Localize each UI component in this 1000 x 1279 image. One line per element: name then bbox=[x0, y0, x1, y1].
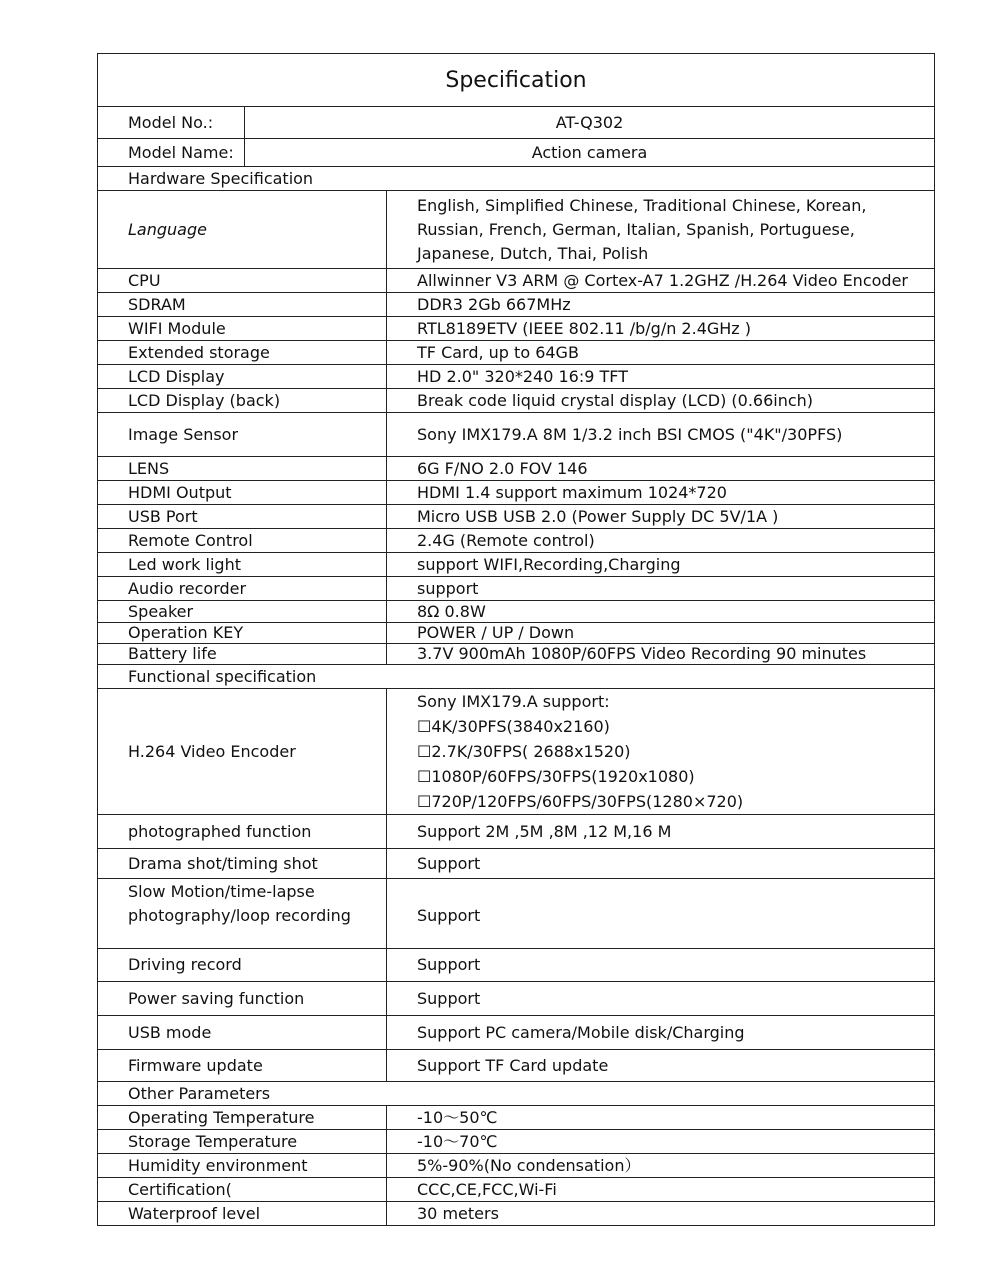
spec-label: Operating Temperature bbox=[98, 1106, 387, 1129]
spec-label: Firmware update bbox=[98, 1050, 387, 1081]
spec-row-sdram bbox=[98, 293, 934, 317]
spec-label: Led work light bbox=[98, 553, 387, 576]
spec-value: 30 meters bbox=[417, 1203, 499, 1223]
spec-label: Audio recorder bbox=[98, 577, 387, 600]
spec-row-usb-port bbox=[98, 505, 934, 529]
spec-row-waterproof bbox=[98, 1202, 934, 1226]
spec-row-power-saving bbox=[98, 982, 934, 1016]
spec-label: Remote Control bbox=[98, 529, 387, 552]
spec-row-audio bbox=[98, 577, 934, 601]
language-line: Russian, French, German, Italian, Spanish, Portuguese, bbox=[417, 219, 855, 239]
spec-value: TF Card, up to 64GB bbox=[417, 342, 579, 362]
spec-label: photographed function bbox=[98, 815, 387, 848]
spec-value: HDMI 1.4 support maximum 1024*720 bbox=[417, 482, 727, 502]
model-no-value: AT-Q302 bbox=[555, 113, 624, 132]
spec-row-language bbox=[98, 191, 934, 269]
spec-row-photo bbox=[98, 815, 934, 849]
spec-value-language bbox=[387, 191, 934, 268]
spec-label: CPU bbox=[98, 269, 387, 292]
spec-label-slow-motion bbox=[98, 879, 387, 948]
spec-label: SDRAM bbox=[98, 293, 387, 316]
spec-label: Operation KEY bbox=[98, 623, 387, 643]
spec-label: USB Port bbox=[98, 505, 387, 528]
spec-value: RTL8189ETV (IEEE 802.11 /b/g/n 2.4GHz ) bbox=[417, 318, 752, 338]
spec-label: Power saving function bbox=[98, 982, 387, 1015]
spec-value: Support bbox=[417, 988, 481, 1008]
spec-row-usb-mode bbox=[98, 1016, 934, 1050]
label-line: Slow Motion/time-lapse bbox=[128, 882, 315, 901]
title-row bbox=[98, 54, 934, 107]
spec-value: Support bbox=[417, 906, 481, 925]
model-name-label: Model Name: bbox=[98, 139, 245, 166]
language-line: English, Simplified Chinese, Traditional Chinese, Korean, bbox=[417, 195, 867, 215]
spec-value: support bbox=[417, 578, 479, 598]
spec-label: H.264 Video Encoder bbox=[98, 689, 387, 814]
spec-label-language: Language bbox=[98, 191, 387, 268]
spec-label: LCD Display bbox=[98, 365, 387, 388]
spec-value: Support PC camera/Mobile disk/Charging bbox=[417, 1022, 745, 1042]
spec-row-operation-key bbox=[98, 623, 934, 644]
spec-value: 5%-90%(No condensation） bbox=[417, 1155, 641, 1175]
spec-label: Driving record bbox=[98, 949, 387, 981]
spec-row-lcd bbox=[98, 365, 934, 389]
spec-value: 3.7V 900mAh 1080P/60FPS Video Recording 90 minutes bbox=[417, 644, 867, 663]
spec-row-firmware bbox=[98, 1050, 934, 1082]
spec-label: Storage Temperature bbox=[98, 1130, 387, 1153]
spec-value: Support bbox=[417, 955, 481, 974]
section-heading-hardware: Hardware Specification bbox=[98, 167, 934, 191]
section-heading-functional: Functional specification bbox=[98, 665, 934, 689]
spec-row-slow-motion bbox=[98, 879, 934, 949]
spec-row-wifi bbox=[98, 317, 934, 341]
spec-row-remote bbox=[98, 529, 934, 553]
spec-value: Break code liquid crystal display (LCD) (0.66inch) bbox=[417, 390, 814, 410]
encoder-mode-item: ☐1080P/60FPS/30FPS(1920x1080) bbox=[417, 767, 695, 786]
spec-label: Speaker bbox=[98, 601, 387, 622]
spec-value: Sony IMX179.A 8M 1/3.2 inch BSI CMOS ("4K"/30PFS) bbox=[417, 424, 843, 444]
spec-value: -10～50℃ bbox=[417, 1107, 498, 1127]
spec-label: Battery life bbox=[98, 644, 387, 664]
spec-row-led bbox=[98, 553, 934, 577]
spec-value: Support bbox=[417, 853, 481, 873]
spec-label: LENS bbox=[98, 457, 387, 480]
page-title: Specification bbox=[445, 67, 587, 93]
spec-row-image-sensor bbox=[98, 413, 934, 457]
spec-value: -10～70℃ bbox=[417, 1131, 498, 1151]
spec-value: Allwinner V3 ARM @ Cortex-A7 1.2GHZ /H.264 Video Encoder bbox=[417, 270, 908, 290]
spec-row-driving bbox=[98, 949, 934, 982]
spec-label: USB mode bbox=[98, 1016, 387, 1049]
spec-value: 2.4G (Remote control) bbox=[417, 530, 595, 550]
spec-label: Certification( bbox=[98, 1178, 387, 1201]
spec-value: Micro USB USB 2.0 (Power Supply DC 5V/1A ) bbox=[417, 506, 779, 526]
spec-row-cpu bbox=[98, 269, 934, 293]
encoder-mode-item: ☐4K/30PFS(3840x2160) bbox=[417, 717, 610, 736]
spec-value: POWER / UP / Down bbox=[417, 623, 575, 642]
spec-row-operating-temp bbox=[98, 1106, 934, 1130]
spec-row-certification bbox=[98, 1178, 934, 1202]
spec-label: Extended storage bbox=[98, 341, 387, 364]
encoder-mode-item: ☐2.7K/30FPS( 2688x1520) bbox=[417, 742, 631, 761]
language-line: Japanese, Dutch, Thai, Polish bbox=[417, 243, 649, 263]
section-heading-other: Other Parameters bbox=[98, 1082, 934, 1106]
model-no-row bbox=[98, 107, 934, 139]
spec-label: Image Sensor bbox=[98, 413, 387, 456]
spec-label: Drama shot/timing shot bbox=[98, 849, 387, 878]
model-name-row bbox=[98, 139, 934, 167]
spec-row-encoder bbox=[98, 689, 934, 815]
spec-row-storage-temp bbox=[98, 1130, 934, 1154]
spec-label: LCD Display (back) bbox=[98, 389, 387, 412]
spec-row-lens bbox=[98, 457, 934, 481]
spec-value: CCC,CE,FCC,Wi-Fi bbox=[417, 1179, 557, 1199]
spec-row-humidity bbox=[98, 1154, 934, 1178]
spec-value: Support 2M ,5M ,8M ,12 M,16 M bbox=[417, 821, 672, 841]
specification-table bbox=[97, 53, 935, 1226]
encoder-line: Sony IMX179.A support: bbox=[417, 692, 610, 711]
spec-row-hdmi bbox=[98, 481, 934, 505]
spec-value: DDR3 2Gb 667MHz bbox=[417, 294, 571, 314]
spec-value: 6G F/NO 2.0 FOV 146 bbox=[417, 458, 588, 478]
spec-label: Waterproof level bbox=[98, 1202, 387, 1225]
spec-value: 8Ω 0.8W bbox=[417, 601, 486, 621]
spec-label: WIFI Module bbox=[98, 317, 387, 340]
spec-row-battery bbox=[98, 644, 934, 665]
spec-value: support WIFI,Recording,Charging bbox=[417, 554, 681, 574]
model-no-label: Model No.: bbox=[98, 107, 245, 138]
spec-row-speaker bbox=[98, 601, 934, 623]
spec-value: HD 2.0" 320*240 16:9 TFT bbox=[417, 366, 628, 386]
spec-row-lcd-back bbox=[98, 389, 934, 413]
encoder-mode-item: ☐720P/120FPS/60FPS/30FPS(1280×720) bbox=[417, 792, 744, 811]
label-line: photography/loop recording bbox=[128, 906, 351, 925]
spec-row-storage bbox=[98, 341, 934, 365]
spec-label: HDMI Output bbox=[98, 481, 387, 504]
spec-value-encoder bbox=[387, 689, 934, 814]
spec-label: Humidity environment bbox=[98, 1154, 387, 1177]
spec-row-drama bbox=[98, 849, 934, 879]
spec-value: Support TF Card update bbox=[417, 1055, 609, 1075]
model-name-value: Action camera bbox=[531, 143, 648, 162]
